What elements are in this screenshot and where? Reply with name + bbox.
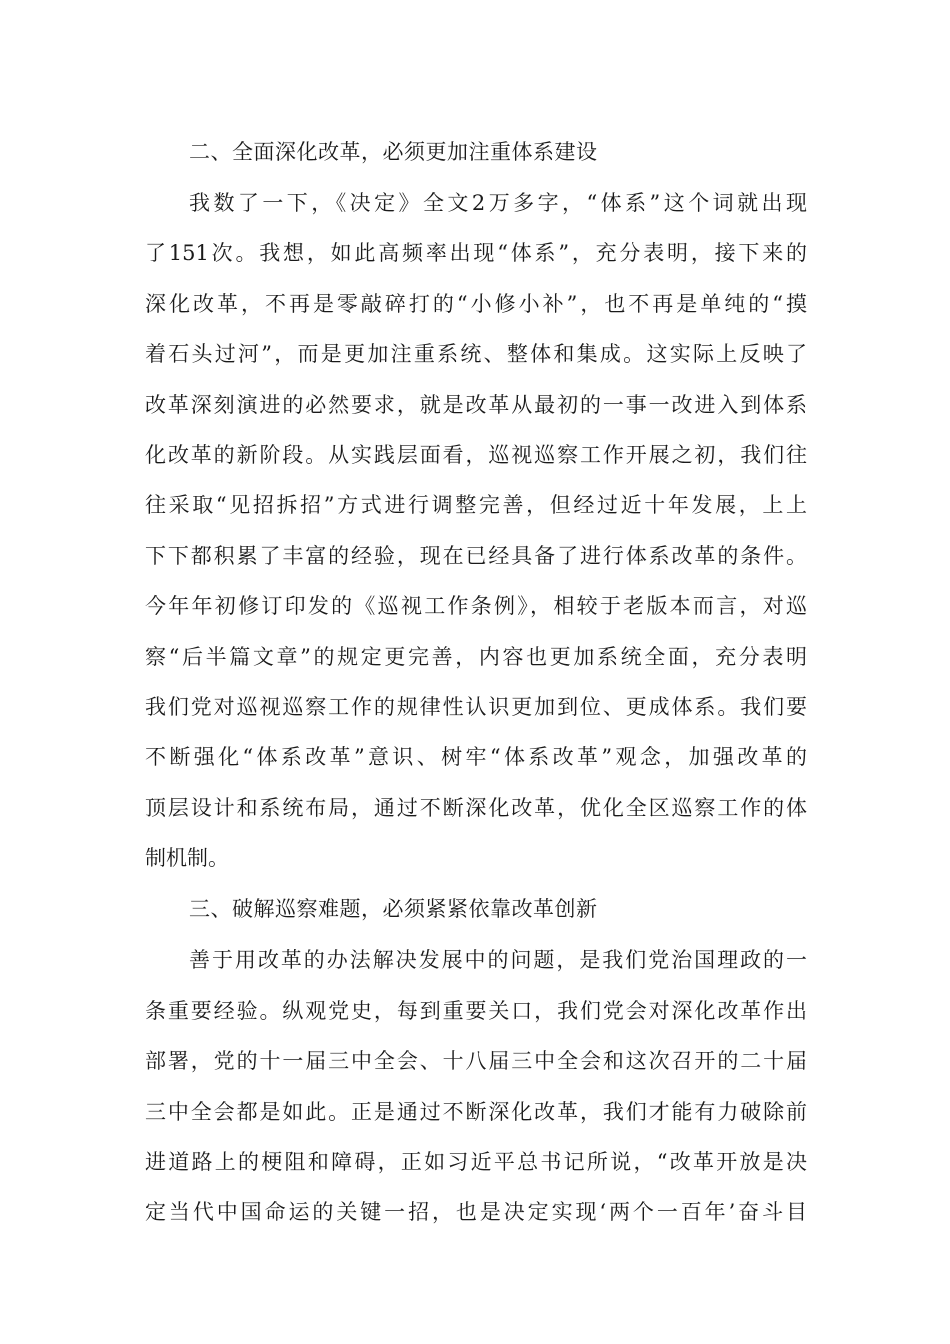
text-line: 顶层设计和系统布局，通过不断深化改革，优化全区巡察工作的体: [145, 795, 807, 820]
section-2-paragraph: [145, 178, 807, 883]
text-line: 我们党对巡视巡察工作的规律性认识更加到位、更成体系。我们要: [145, 694, 807, 719]
text-line: 察“后半篇文章”的规定更完善，内容也更加系统全面，充分表明: [145, 644, 807, 669]
text-line: 下下都积累了丰富的经验，现在已经具备了进行体系改革的条件。: [145, 543, 807, 568]
text-line: 我数了一下，《决定》全文2万多字，“体系”这个词就出现: [189, 191, 807, 215]
text-line: 往采取“见招拆招”方式进行调整完善，但经过近十年发展，上上: [145, 493, 807, 518]
text-line: 进道路上的梗阻和障碍，正如习近平总书记所说，“改革开放是决: [145, 1150, 807, 1175]
text-line: 今年年初修订印发的《巡视工作条例》，相较于老版本而言，对巡: [145, 594, 807, 619]
section-heading-2: 二、全面深化改革，必须更加注重体系建设: [189, 140, 598, 164]
text-line: 定当代中国命运的关键一招，也是决定实现‘两个一百年’奋斗目: [145, 1200, 807, 1225]
section-heading-3: 三、破解巡察难题，必须紧紧依靠改革创新: [189, 897, 598, 922]
text-line: 部署，党的十一届三中全会、十八届三中全会和这次召开的二十届: [145, 1049, 807, 1074]
text-line: 改革深刻演进的必然要求，就是改革从最初的一事一改进入到体系: [145, 392, 807, 417]
text-line: 着石头过河”，而是更加注重系统、整体和集成。这实际上反映了: [145, 342, 807, 367]
text-line: 了151次。我想，如此高频率出现“体系”，充分表明，接下来的: [145, 241, 807, 266]
text-line: 三中全会都是如此。正是通过不断深化改革，我们才能有力破除前: [145, 1099, 807, 1124]
section-3-paragraph: [145, 935, 807, 1237]
text-line: 条重要经验。纵观党史，每到重要关口，我们党会对深化改革作出: [145, 998, 807, 1023]
text-line: 不断强化“体系改革”意识、树牢“体系改革”观念，加强改革的: [145, 745, 807, 770]
text-line: 化改革的新阶段。从实践层面看，巡视巡察工作开展之初，我们往: [145, 442, 807, 467]
text-line: 制机制。: [145, 846, 229, 871]
text-line: 善于用改革的办法解决发展中的问题，是我们党治国理政的一: [189, 948, 807, 973]
document-body: [145, 126, 807, 1238]
text-line: 深化改革，不再是零敲碎打的“小修小补”，也不再是单纯的“摸: [145, 291, 807, 316]
